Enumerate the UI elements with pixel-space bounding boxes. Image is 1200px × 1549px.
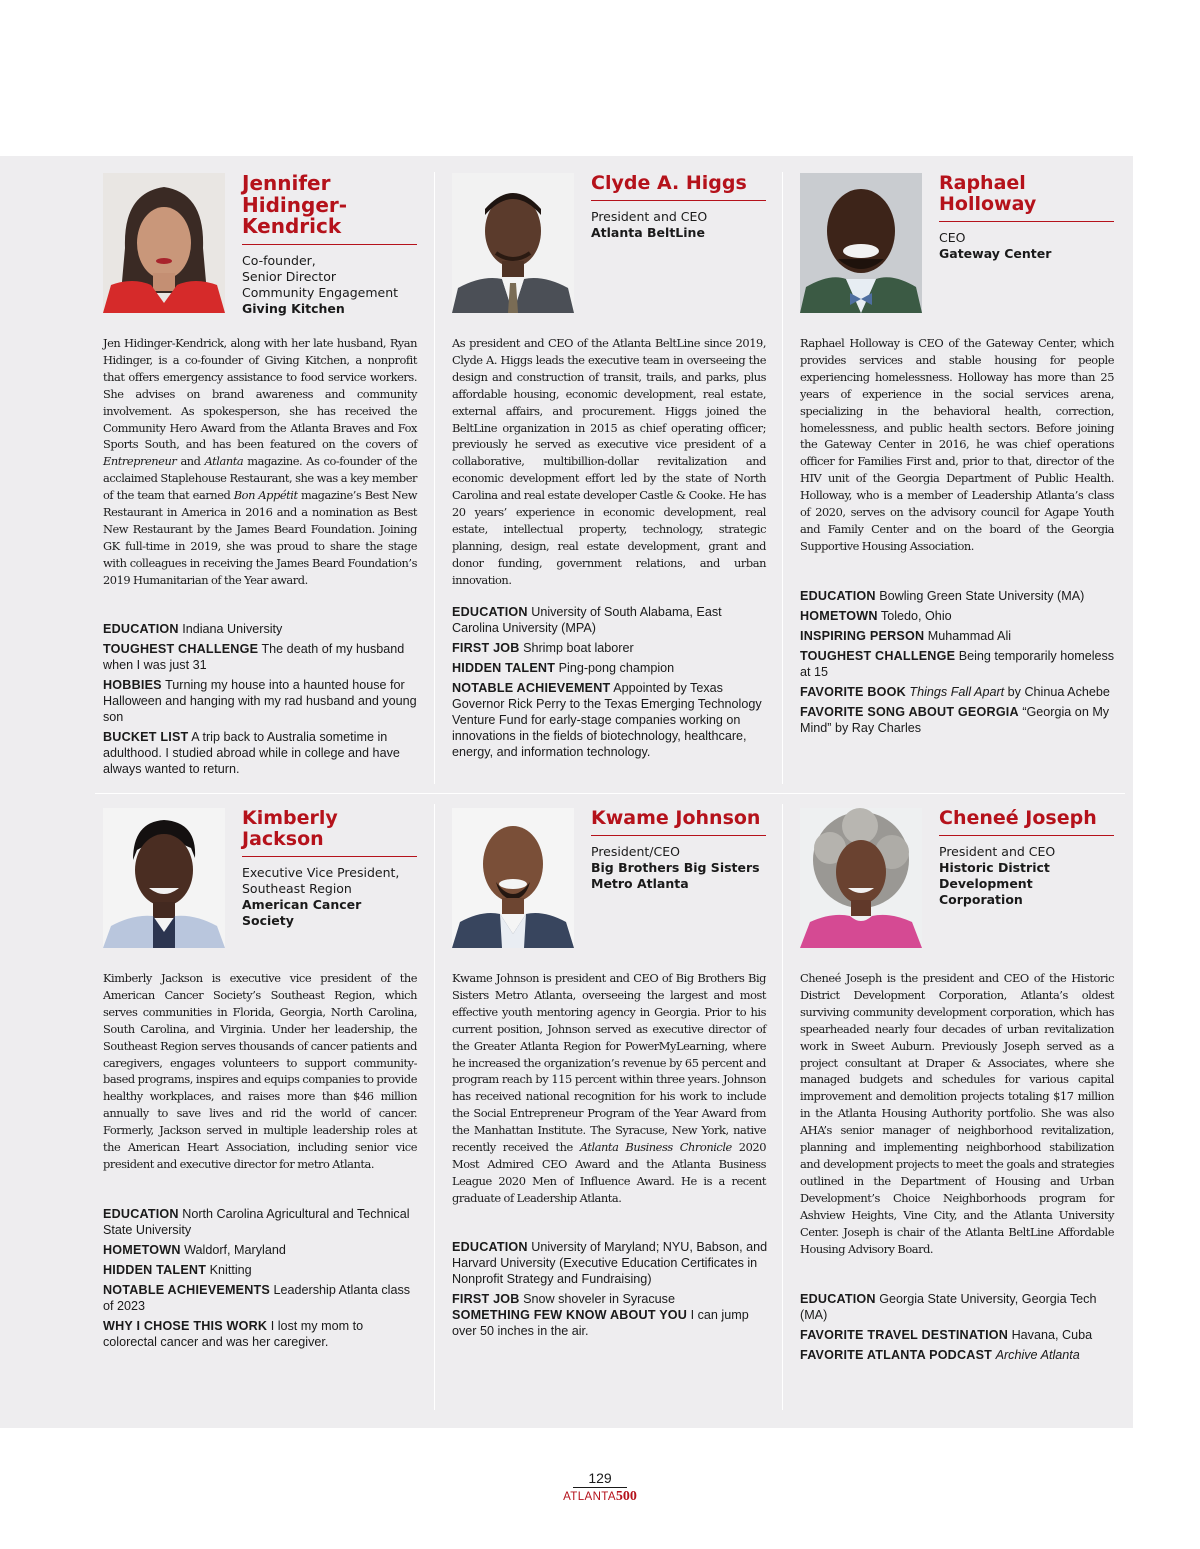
portrait-photo <box>452 173 574 313</box>
name-line: Jennifer <box>242 171 331 195</box>
job-title: Co-founder, Senior Director Community Engagement <box>242 252 399 300</box>
name-line: Raphael <box>939 172 1026 194</box>
organization: Giving Kitchen <box>242 300 345 316</box>
fact-item: INSPIRING PERSON Muhammad Ali <box>800 629 1012 643</box>
person-name <box>939 173 1114 222</box>
column-divider <box>782 172 783 784</box>
person-role <box>591 209 766 241</box>
name-line: Kwame Johnson <box>591 807 761 829</box>
profile-header <box>939 808 1114 908</box>
fact-list <box>452 1239 768 1343</box>
fact-item: FAVORITE ATLANTA PODCAST Archive Atlanta <box>800 1348 1080 1362</box>
fact-item: EDUCATION North Carolina Agricultural and Technical State University <box>103 1207 410 1237</box>
fact-item: EDUCATION University of Maryland; NYU, Babson, and Harvard University (Executive Education Certificates in Nonprofit Strategy and Fundraising) <box>452 1240 768 1286</box>
fact-list <box>800 588 1116 740</box>
person-name <box>242 173 417 245</box>
fact-item: TOUGHEST CHALLENGE The death of my husband when I was just 31 <box>103 642 405 672</box>
fact-item: FIRST JOB Snow shoveler in Syracuse <box>452 1292 675 1306</box>
portrait-photo <box>800 808 922 948</box>
name-line: Kimberly <box>242 807 338 829</box>
fact-item: EDUCATION Georgia State University, Georgia Tech (MA) <box>800 1292 1097 1322</box>
fact-item: HOMETOWN Toledo, Ohio <box>800 609 952 623</box>
organization: Historic District Development Corporation <box>939 860 1050 907</box>
fact-item: HOMETOWN Waldorf, Maryland <box>103 1243 286 1257</box>
biography: As president and CEO of the Atlanta BeltLine since 2019, Clyde A. Higgs leads the executive team in overseeing the design and construction of transit, trails, and parks, plus affordable housing, economic development, real estate, external affairs, and procurement. Higgs joined the BeltLine organization in 2015 as chief operating officer; previously he served as executive vice president of a collaborative, multibillion-dollar revitalization and economic development effort led by the state of North Carolina and real estate developer Castle & Cooke. He has 20 years’ experience in economic development, real estate, intellectual property, technology, strategic planning, design, real estate development, grant and donor funding, government relations, and urban innovation. <box>452 336 766 587</box>
person-role <box>591 844 766 892</box>
profile-header <box>242 808 417 929</box>
fact-list <box>452 604 768 764</box>
column-divider <box>434 172 435 784</box>
issue-name: 500 <box>615 1489 637 1504</box>
page-footer <box>545 1470 655 1505</box>
fact-list <box>800 1291 1116 1367</box>
person-name <box>591 173 766 201</box>
fact-item: NOTABLE ACHIEVEMENTS Leadership Atlanta class of 2023 <box>103 1283 411 1313</box>
profile-header <box>591 808 766 892</box>
biography: Jen Hidinger-Kendrick, along with her late husband, Ryan Hidinger, is a co-founder of Giving Kitchen, a nonprofit that offers emergency assistance to food service workers. She advises on brand awareness and community involvement. As spokesperson, she has received the Community Hero Award from the Atlanta Braves and Fox Sports South, and has been featured on the covers of Entrepreneur and Atlanta magazine. As co-founder of the acclaimed Staplehouse Restaurant, she was a key member of the team that earned Bon Appétit magazine’s Best New Restaurant in America in 2016 and a nomination as Best New Restaurant by the James Beard Foundation. Joining GK full-time in 2019, she was proud to share the stage with colleagues in receiving the James Beard Foundation’s 2019 Humanitarian of the Year award. <box>103 336 418 587</box>
name-line: Holloway <box>939 193 1037 215</box>
fact-item: HIDDEN TALENT Ping-pong champion <box>452 661 675 675</box>
fact-item: WHY I CHOSE THIS WORK I lost my mom to colorectal cancer and was her caregiver. <box>103 1319 364 1349</box>
job-title: Executive Vice President, Southeast Region <box>242 865 400 896</box>
fact-item: BUCKET LIST A trip back to Australia sometime in adulthood. I studied abroad while in college and have always wanted to return. <box>103 730 400 776</box>
profile-header <box>591 173 766 241</box>
name-line: Kendrick <box>242 214 342 238</box>
fact-list <box>103 1206 419 1354</box>
profile-header <box>242 173 417 317</box>
job-title: President and CEO <box>591 209 708 224</box>
biography: Kwame Johnson is president and CEO of Big Brothers Big Sisters Metro Atlanta, overseeing the largest and most effective youth mentoring agency in Georgia. Prior to his current position, Johnson served as executive director of the Greater Atlanta Region for PowerMyLearning, where he increased the organization’s revenue by 65 percent and program reach by 115 percent within three years. Johnson has received national recognition for his work to include the Social Entrepreneur Program of the Year Award from the Manhattan Institute. The Syracuse, New York, native recently received the Atlanta Business Chronicle 2020 Most Admired CEO Award and the Atlanta Business League 2020 Men of Influence Award. He is a recent graduate of Leadership Atlanta. <box>452 971 766 1205</box>
person-name <box>242 808 417 857</box>
person-role <box>242 865 417 929</box>
magazine-wordmark <box>545 1489 655 1505</box>
person-name <box>939 808 1114 836</box>
fact-item: FIRST JOB Shrimp boat laborer <box>452 641 634 655</box>
job-title: CEO <box>939 230 966 245</box>
organization: Atlanta BeltLine <box>591 225 705 240</box>
person-role <box>939 230 1114 262</box>
profile-header <box>939 173 1114 262</box>
portrait-photo <box>103 173 225 313</box>
column-divider <box>434 804 435 1410</box>
name-line: Cheneé Joseph <box>939 807 1097 829</box>
fact-item: EDUCATION University of South Alabama, East Carolina University (MPA) <box>452 605 722 635</box>
organization: American Cancer Society <box>242 897 362 928</box>
fact-item: HIDDEN TALENT Knitting <box>103 1263 252 1277</box>
person-role <box>242 253 417 317</box>
fact-item: EDUCATION Bowling Green State University (MA) <box>800 589 1085 603</box>
portrait-photo <box>452 808 574 948</box>
name-line: Hidinger- <box>242 192 348 217</box>
fact-item: HOBBIES Turning my house into a haunted house for Halloween and hanging with my rad husband and young son <box>103 678 417 724</box>
fact-item: FAVORITE TRAVEL DESTINATION Havana, Cuba <box>800 1328 1093 1342</box>
column-divider <box>782 804 783 1410</box>
magazine-name: ATLANTA <box>563 1491 616 1503</box>
organization: Gateway Center <box>939 246 1052 261</box>
name-line: Jackson <box>242 828 324 850</box>
row-divider <box>95 793 1125 794</box>
organization: Big Brothers Big Sisters Metro Atlanta <box>591 860 760 891</box>
job-title: President and CEO <box>939 844 1056 859</box>
portrait-photo <box>103 808 225 948</box>
biography: Raphael Holloway is CEO of the Gateway Center, which provides services and stable housing for people experiencing homelessness. Holloway has more than 25 years of experience in the social services arena, specializing in the behavioral health, correction, homelessness, and public health sectors. Before joining the Gateway Center in 2016, he was chief operations officer for Families First and, prior to that, director of the HIV unit of the Georgia Department of Public Health. Holloway, who is a member of Leadership Atlanta’s class of 2020, serves on the advisory council for Agape Youth and Family Center and on the board of the Georgia Supportive Housing Association. <box>800 336 1114 553</box>
page-number: 129 <box>573 1470 627 1488</box>
fact-item: FAVORITE BOOK Things Fall Apart by Chinua Achebe <box>800 685 1110 699</box>
biography: Cheneé Joseph is the president and CEO of the Historic District Development Corporation, Atlanta’s oldest surviving community development corporation, which has spearheaded nearly four decades of urban revitalization work in Sweet Auburn. Previously Joseph served as a project consultant at Draper & Associates, where she managed budgets and schedules for various capital improvement and demolition projects totaling $17 million in the Atlanta Housing Authority portfolio. She was also AHA’s senior manager of neighborhood revitalization, planning and implementing neighborhood stabilization and development projects to meet the goals and strategies outlined in the Department of Housing and Urban Development’s Choice Neighborhoods program for Ashview Heights, Vine City, and the Atlanta University Center. Joseph is chair of the Atlanta BeltLine Affordable Housing Advisory Board. <box>800 971 1114 1256</box>
person-role <box>939 844 1114 908</box>
fact-item: EDUCATION Indiana University <box>103 622 283 636</box>
fact-item: TOUGHEST CHALLENGE Being temporarily homeless at 15 <box>800 649 1115 679</box>
job-title: President/CEO <box>591 844 680 859</box>
biography: Kimberly Jackson is executive vice president of the American Cancer Society’s Southeast Region, which serves communities in Florida, Georgia, North Carolina, South Carolina, and Virginia. Under her leadership, the Southeast Region serves thousands of cancer patients and caregivers, engages volunteers to support community-based programs, inspires and equips companies to provide healthy workplaces, and raises more than $46 million annually to save lives and rid the world of cancer. Formerly, Jackson served in multiple leadership roles at the American Heart Association, including senior vice president and executive director for metro Atlanta. <box>103 971 417 1171</box>
fact-item: FAVORITE SONG ABOUT GEORGIA “Georgia on My Mind” by Ray Charles <box>800 705 1110 735</box>
person-name <box>591 808 766 836</box>
fact-item: SOMETHING FEW KNOW ABOUT YOU I can jump over 50 inches in the air. <box>452 1308 749 1338</box>
fact-item: NOTABLE ACHIEVEMENT Appointed by Texas Governor Rick Perry to the Texas Emerging Technology Venture Fund for early-stage companies working on innovations in the fields of biotechnology, healthcare, energy, and information technology. <box>452 681 762 759</box>
name-line: Clyde A. Higgs <box>591 172 747 194</box>
portrait-photo <box>800 173 922 313</box>
fact-list <box>103 621 419 781</box>
